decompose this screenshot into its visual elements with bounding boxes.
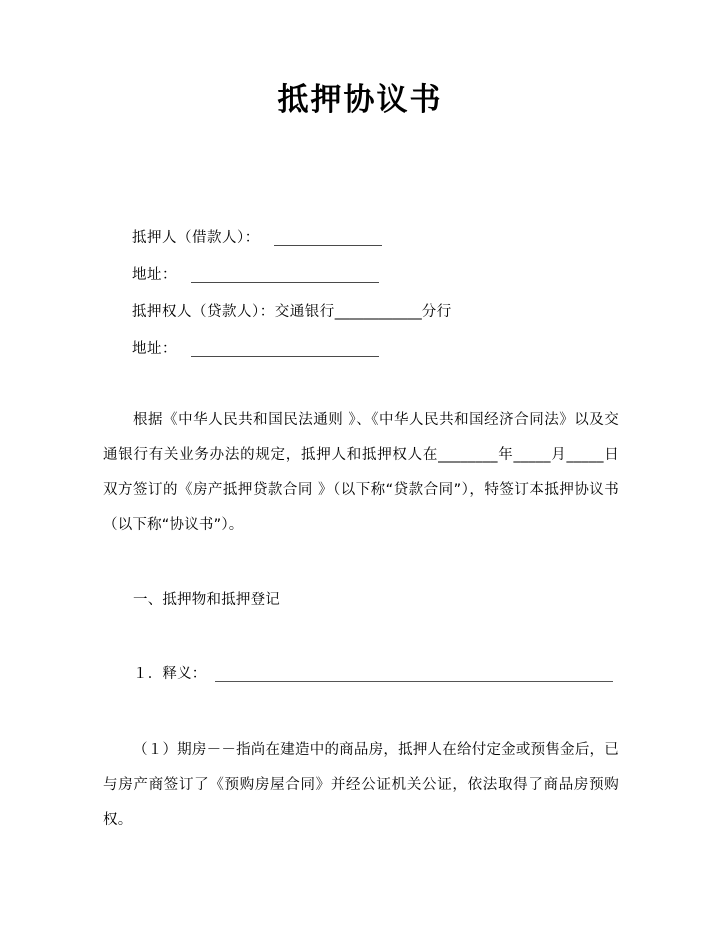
field-row-mortgagee-address [132, 331, 652, 368]
field-row-mortgagor-address [132, 257, 652, 294]
mortgagee-branch-blank-input[interactable]: ____________ [334, 304, 422, 320]
section-heading-1: 一、抵押物和抵押登记 [133, 592, 280, 608]
mortgagor-address-blank-input[interactable] [191, 281, 379, 283]
field-row-mortgagor [132, 220, 652, 257]
party-information-block [132, 220, 652, 368]
preamble-paragraph: 根据《中华人民共和国民法通则 》、《中华人民共和国经济合同法》以及交通银行有关业务办法的规定，抵押人和抵押权人在________年_____月_____日双方签订的《房产抵押贷款合同 》（以下称“贷款合同”），特签订本抵押协议书（以下称“协议书”）。 [103, 412, 619, 533]
mortgagee-label: 抵押权人（贷款人）：交通银行 [132, 304, 335, 320]
mortgagee-address-label: 地址： [132, 341, 177, 357]
mortgagor-label: 抵押人（借款人）： [132, 230, 260, 246]
definition-blank-input[interactable] [215, 680, 613, 682]
page-title: 抵押协议书 [277, 82, 443, 118]
item-label-definition: １．释义： [133, 666, 207, 682]
field-row-mortgagee [132, 294, 652, 331]
mortgagor-blank-input[interactable] [274, 244, 382, 246]
mortgagee-branch-suffix: 分行 [421, 304, 452, 320]
item-row-definition [133, 657, 623, 692]
mortgagee-address-blank-input[interactable] [191, 355, 379, 357]
mortgagor-address-label: 地址： [132, 267, 177, 283]
clause-paragraph-1: （１）期房－－指尚在建造中的商品房，抵押人在给付定金或预售金后，已与房产商签订了《预购房屋合同》并经公证机关公证，依法取得了商品房预购权。 [103, 742, 619, 828]
